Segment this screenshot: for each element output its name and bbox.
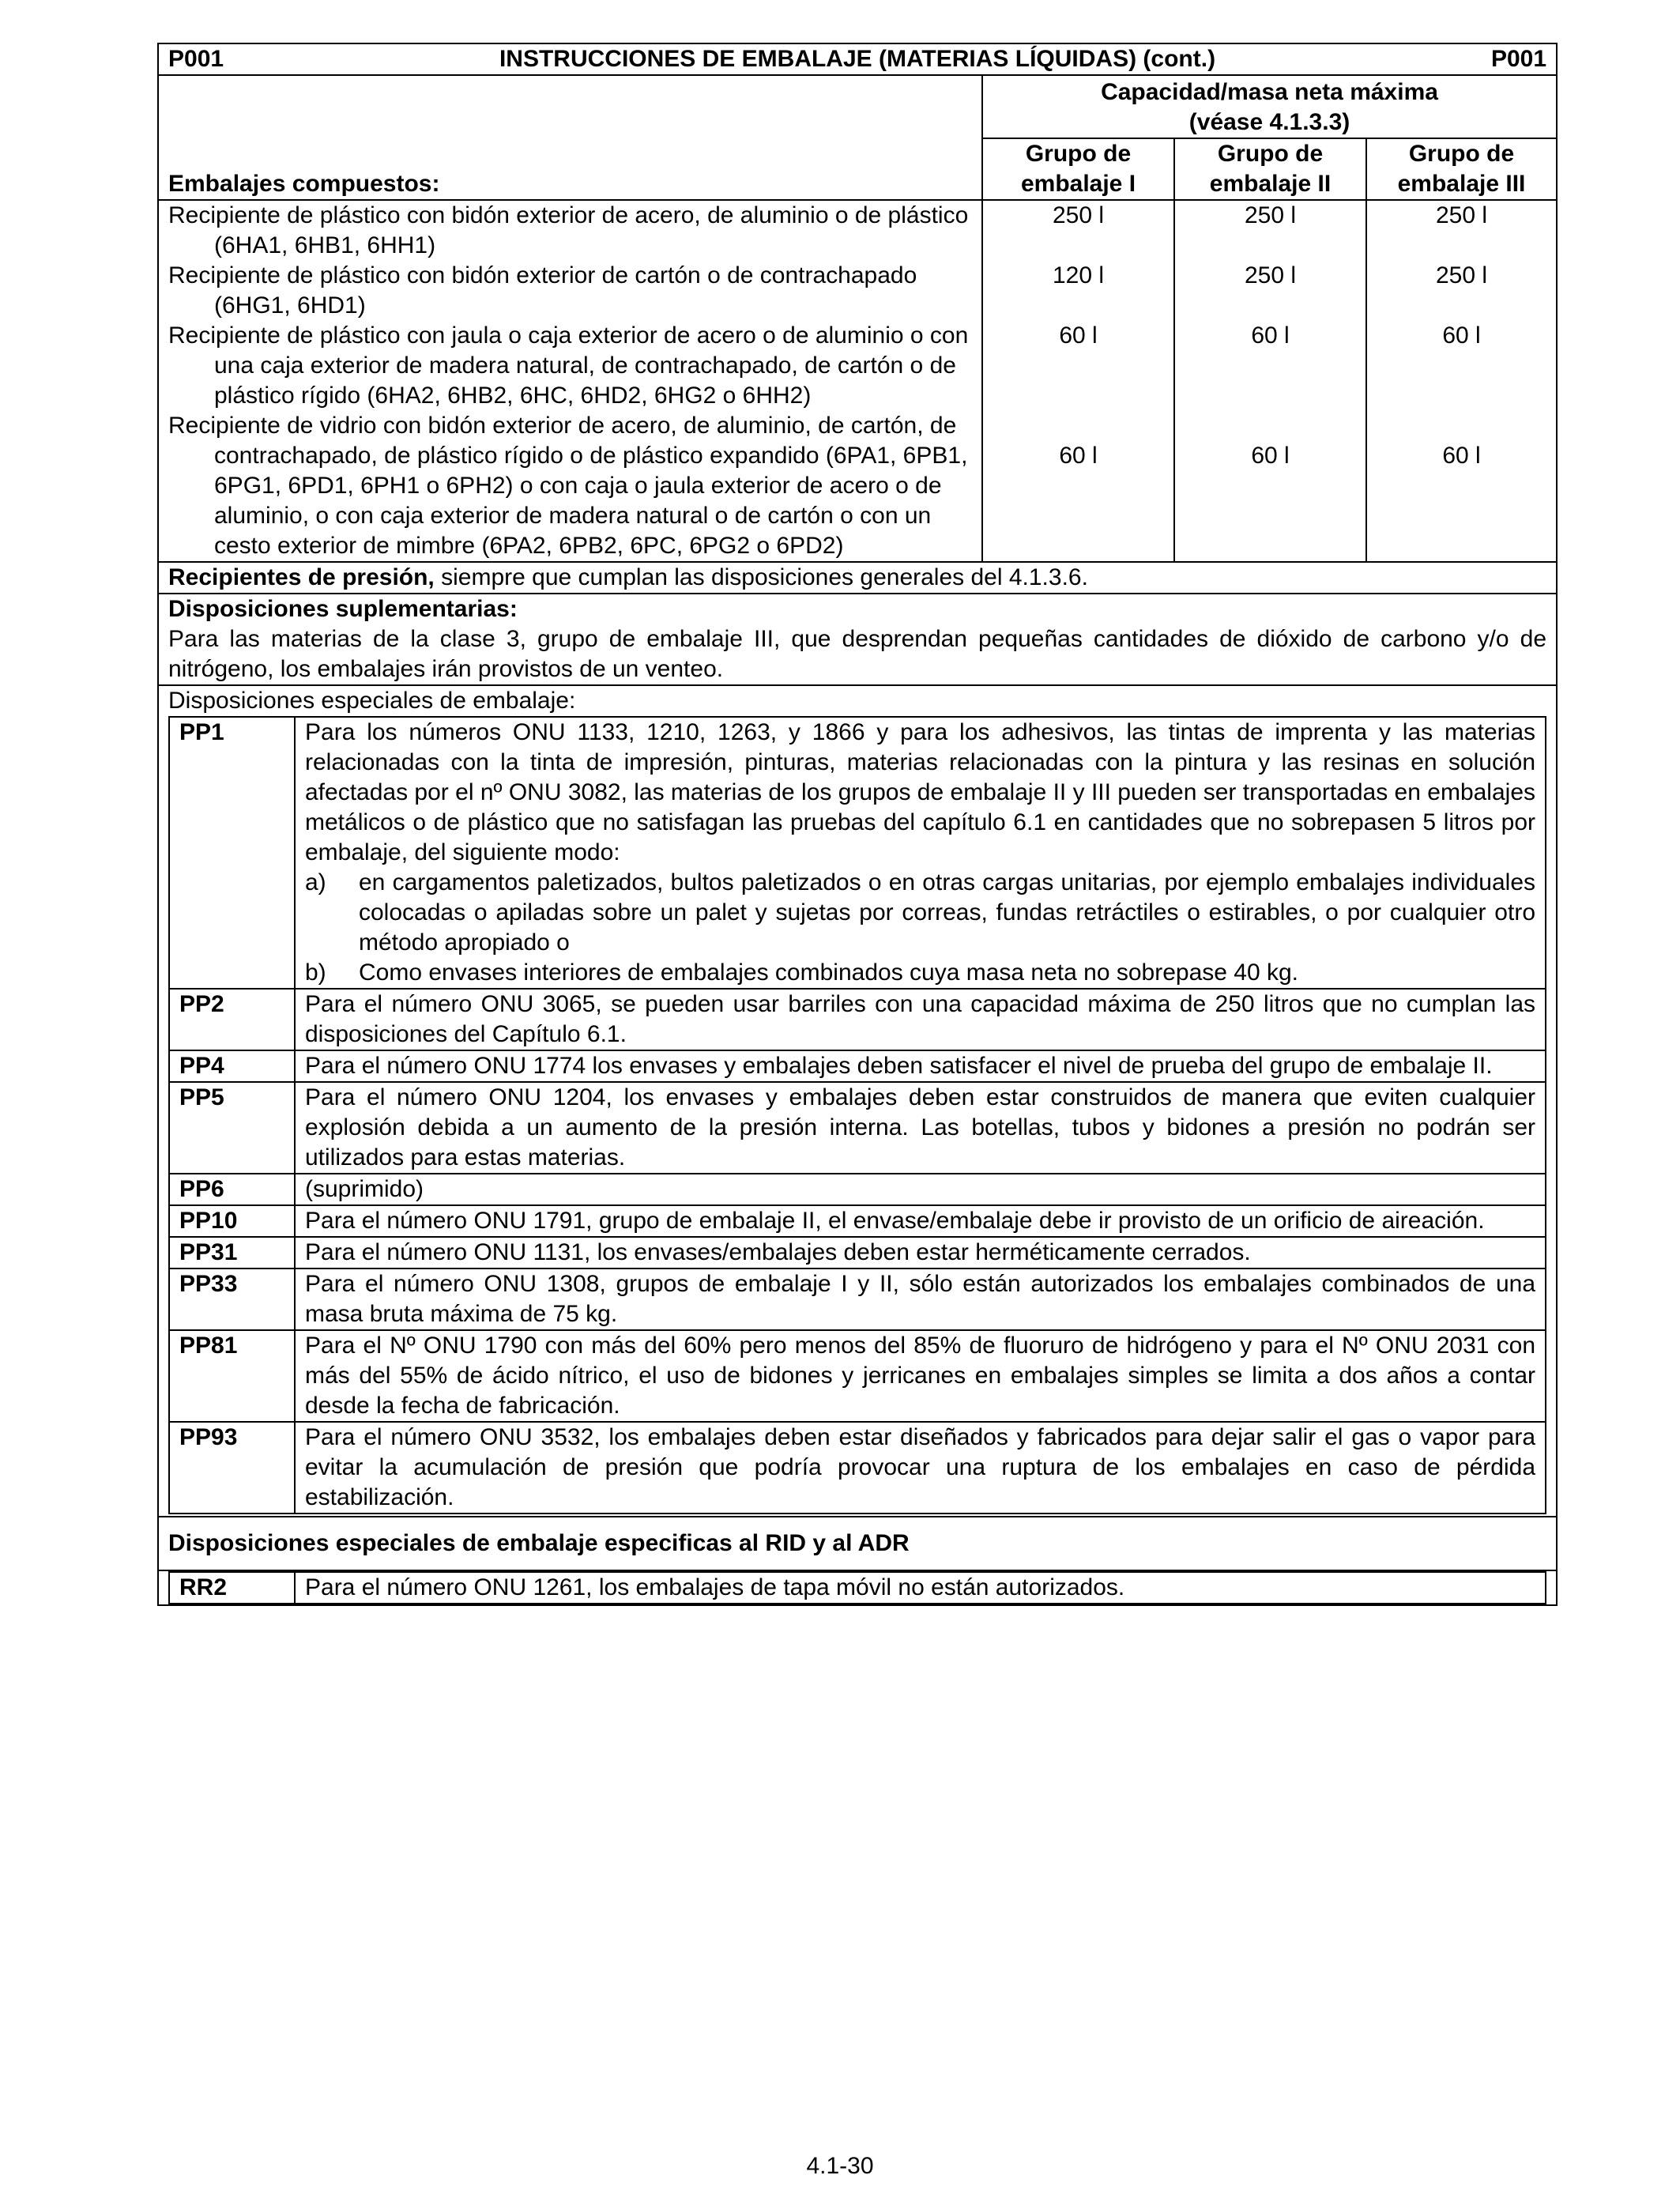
page-title: INSTRUCCIONES DE EMBALAJE (MATERIAS LÍQUIDAS) (cont.) [499,46,1216,72]
provision-text: Para el número ONU 1308, grupos de embalaje I y II, sólo están autorizados los embalajes combinados de una masa bruta máxima de 75 kg. [295,1269,1546,1330]
group-iii-values [1366,200,1557,562]
group-header-iii: Grupo de embalaje III [1366,138,1557,200]
subitem-text: Como envases interiores de embalajes combinados cuya masa neta no sobrepase 40 kg. [359,959,1299,986]
composite-row-desc: Recipiente de plástico con bidón exterior de cartón o de contrachapado (6HG1, 6HD1) [168,262,917,319]
page-number: 4.1-30 [806,2153,874,2179]
provision-code: RR2 [169,1572,295,1604]
provision-code: PP93 [169,1422,295,1514]
group-header-ii: Grupo de embalaje II [1174,138,1366,200]
instruction-code-left: P001 [168,46,224,72]
composite-heading: Embalajes compuestos: [168,171,440,197]
subitem-text: en cargamentos paletizados, bultos paletizados o en otras cargas unitarias, por ejemplo embalajes individuales colocadas o apiladas sobre un palet y sujetas por correas, fundas retráctiles o estirables, o por cualquier otro método apropiado o [359,869,1536,956]
provision-text: Para los números ONU 1133, 1210, 1263, y 1866 y para los adhesivos, las tintas de imprenta y las materias relacionadas con la tinta de impresión, pinturas, materias relacionadas con la pintura y las resinas en solución afectadas por el nº ONU 3082, las materias de los grupos de embalaje II y III pueden ser transportadas en embalajes metálicos o de plástico que no satisfagan las pruebas del capítulo 6.1 en cantidades que no sobrepasen 5 litros por embalaje, del siguiente modo: [305,719,1536,865]
provision-text: Para el número ONU 1774 los envases y embalajes deben satisfacer el nivel de prueba del grupo de embalaje II. [295,1050,1546,1082]
subitem-label: a) [305,869,326,895]
provision-item [169,1082,1546,1174]
provision-code: PP10 [169,1205,295,1237]
group-header-i: Grupo de embalaje I [982,138,1174,200]
provision-text: Para el Nº ONU 1790 con más del 60% pero menos del 85% de fluoruro de hidrógeno y para el Nº ONU 2031 con más del 55% de ácido nítrico, el uso de bidones y jerricanes en embalajes simples se limita a dos años a contar desde la fecha de fabricación. [295,1330,1546,1422]
composite-row-desc: Recipiente de vidrio con bidón exterior de acero, de aluminio, de cartón, de contrachapado, de plástico rígido o de plástico expandido (6PA1, 6PB1, 6PG1, 6PD1, 6PH1 o 6PH2) o con caja o jaula exterior de acero o de aluminio, o con caja exterior de madera natural o de cartón o con un cesto exterior de mimbre (6PA2, 6PB2, 6PC, 6PG2 o 6PD2) [168,413,968,559]
group-i-values [982,200,1174,562]
value-cell: 250 l [1244,202,1297,228]
special-provisions-list [168,716,1546,1514]
instruction-code-right: P001 [1490,46,1547,72]
provision-item [169,1205,1546,1237]
provision-text: Para el número ONU 3065, se pueden usar barriles con una capacidad máxima de 250 litros que no cumplan las disposiciones del Capítulo 6.1. [295,989,1546,1050]
value-cell: 60 l [1442,443,1481,469]
composite-row-desc: Recipiente de plástico con bidón exterior de acero, de aluminio o de plástico (6HA1, 6HB1, 6HH1) [168,202,969,258]
rid-adr-provision [158,1570,1557,1605]
provision-text: Para el número ONU 1791, grupo de embalaje II, el envase/embalaje debe ir provisto de un orificio de aireación. [295,1205,1546,1237]
capacity-heading [982,75,1557,138]
packing-instruction-table [157,43,1556,1606]
provision-item [169,1330,1546,1422]
value-cell: 60 l [1251,322,1290,349]
provision-code: PP81 [169,1330,295,1422]
pressure-receptacles-label: Recipientes de presión, [168,564,435,590]
value-cell: 60 l [1059,443,1098,469]
value-cell: 60 l [1059,322,1098,349]
provision-item [169,1050,1546,1082]
provision-text: Para el número ONU 3532, los embalajes deben estar diseñados y fabricados para dejar salir el gas o vapor para evitar la acumulación de presión que podría provocar una ruptura de los embalajes en caso de pérdida estabilización. [295,1422,1546,1514]
composite-descriptions [158,200,982,562]
provision-text: Para el número ONU 1261, los embalajes de tapa móvil no están autorizados. [295,1572,1546,1604]
provision-item [169,1174,1546,1205]
rid-adr-heading: Disposiciones especiales de embalaje especificas al RID y al ADR [158,1517,1557,1570]
subitem-label: b) [305,959,326,986]
group-ii-values [1174,200,1366,562]
provision-code: PP1 [169,717,295,989]
provision-text: Para el número ONU 1131, los envases/embalajes deben estar herméticamente cerrados. [295,1237,1546,1269]
special-provisions [158,685,1557,1517]
provision-code: PP6 [169,1174,295,1205]
supplementary-heading: Disposiciones suplementarias: [168,596,518,622]
special-provisions-heading: Disposiciones especiales de embalaje: [168,688,576,714]
value-cell: 250 l [1052,202,1105,228]
provision-text: Para el número ONU 1204, los envases y embalajes deben estar construidos de manera que eviten cualquier explosión debida a un aumento de la presión interna. Las botellas, tubos y bidones a presión no podrán ser utilizados para estas materias. [295,1082,1546,1174]
provision-item [169,1237,1546,1269]
value-cell: 60 l [1251,443,1290,469]
provision-code: PP31 [169,1237,295,1269]
pressure-receptacles-row [158,562,1557,594]
composite-row-desc: Recipiente de plástico con jaula o caja exterior de acero o de aluminio o con una caja exterior de madera natural, de contrachapado, de cartón o de plástico rígido (6HA2, 6HB2, 6HC, 6HD2, 6HG2 o 6HH2) [168,322,969,409]
provision-subitem-b [305,958,1535,988]
provision-code: PP5 [169,1082,295,1174]
supplementary-provisions [158,594,1557,685]
capacity-heading-line2: (véase 4.1.3.3) [1188,109,1350,135]
value-cell: 60 l [1442,322,1481,349]
provision-pp1 [169,717,1546,989]
supplementary-text: Para las materias de la clase 3, grupo de embalaje III, que desprendan pequeñas cantidades de dióxido de carbono y/o de nitrógeno, los embalajes irán provistos de un venteo. [168,626,1547,682]
value-cell: 250 l [1244,262,1297,288]
composite-heading-cell [158,75,982,200]
provision-code: PP4 [169,1050,295,1082]
value-cell: 250 l [1435,262,1488,288]
value-cell: 120 l [1052,262,1105,288]
provision-code: PP33 [169,1269,295,1330]
value-cell: 250 l [1435,202,1488,228]
provision-text: (suprimido) [295,1174,1546,1205]
header-row [158,43,1557,75]
pressure-receptacles-text: siempre que cumplan las disposiciones generales del 4.1.3.6. [434,564,1088,590]
provision-item [169,989,1546,1050]
provision-code: PP2 [169,989,295,1050]
provision-subitem-a [305,868,1535,958]
provision-item [169,1269,1546,1330]
capacity-heading-line1: Capacidad/masa neta máxima [1101,79,1438,105]
provision-item [169,1422,1546,1514]
